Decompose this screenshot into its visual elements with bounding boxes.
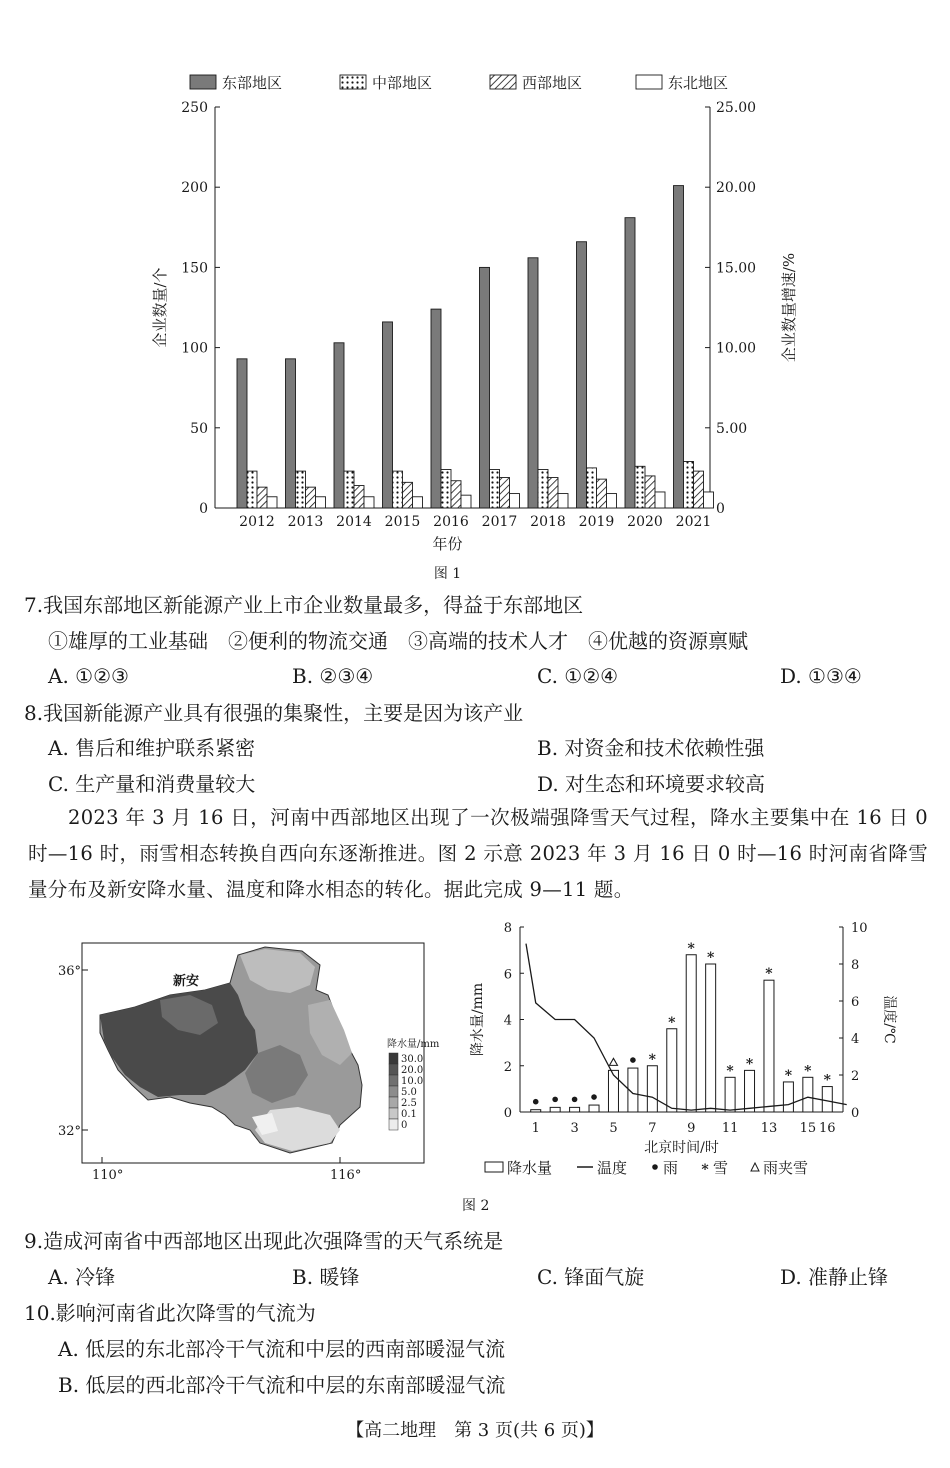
legend-label: 雨 — [663, 1159, 679, 1177]
bar-东北地区-2013 — [316, 497, 326, 508]
legend-label: 东部地区 — [222, 74, 283, 92]
rain-symbol — [552, 1097, 558, 1103]
snow-symbol: * — [765, 966, 773, 983]
precip-bar-3 — [570, 1107, 580, 1112]
legend-value: 0.1 — [401, 1109, 417, 1120]
legend-value: 0 — [401, 1120, 408, 1131]
rain-symbol — [591, 1094, 597, 1100]
bar-东北地区-2021 — [704, 492, 714, 508]
lon-label-116: 116° — [330, 1168, 362, 1183]
bar-中部地区-2017 — [490, 470, 500, 508]
y2-tick-label: 0 — [716, 501, 725, 517]
q7-option-c[interactable]: C. ①②④ — [537, 664, 619, 688]
xinan-precip-temp-chart — [460, 915, 920, 1190]
precip-bar-7 — [647, 1066, 657, 1112]
bar-西部地区-2020 — [645, 476, 655, 508]
y-tick-label: 0 — [503, 1106, 512, 1121]
legend-label: 东北地区 — [668, 74, 729, 92]
rain-symbol — [533, 1099, 539, 1105]
bar-西部地区-2014 — [354, 486, 364, 508]
legend-value: 10.0 — [401, 1076, 424, 1087]
legend-swatch — [389, 1064, 398, 1075]
bar-东北地区-2020 — [655, 492, 665, 508]
bar-中部地区-2019 — [587, 468, 597, 508]
precip-bar-9 — [686, 955, 696, 1112]
legend-swatch — [389, 1086, 398, 1097]
legend-label: 降水量 — [507, 1159, 553, 1177]
snow-symbol: * — [668, 1014, 676, 1031]
x-tick-label: 3 — [570, 1121, 579, 1136]
bar-东部地区-2013 — [286, 359, 296, 508]
bar-西部地区-2012 — [257, 487, 267, 508]
lat-label-36: 36° — [58, 964, 82, 979]
q9-option-d[interactable]: D. 准静止锋 — [780, 1265, 889, 1289]
precip-bar-16 — [822, 1087, 832, 1112]
x-tick-label: 13 — [760, 1121, 778, 1136]
x-tick-label: 2017 — [481, 514, 518, 530]
lat-label-32: 32° — [58, 1124, 82, 1139]
precip-bar-2 — [550, 1107, 560, 1112]
q8-stem: 8.我国新能源产业具有很强的集聚性，主要是因为该产业 — [24, 701, 524, 725]
y-axis-title: 降水量/mm — [470, 982, 486, 1057]
legend-swatch-bar — [485, 1162, 503, 1172]
snow-symbol: * — [784, 1067, 793, 1084]
x-tick-label: 2021 — [675, 514, 712, 530]
q10-stem: 10.影响河南省此次降雪的气流为 — [24, 1301, 316, 1325]
q8-option-b[interactable]: B. 对资金和技术依赖性强 — [537, 736, 765, 760]
snow-symbol: * — [745, 1056, 754, 1073]
bar-中部地区-2012 — [247, 471, 257, 508]
bar-东北地区-2014 — [364, 497, 374, 508]
bar-东部地区-2021 — [674, 186, 684, 508]
q8-option-d[interactable]: D. 对生态和环境要求较高 — [537, 772, 766, 796]
q10-option-b[interactable]: B. 低层的西北部冷干气流和中层的东南部暖湿气流 — [58, 1373, 506, 1397]
legend-value: 20.0 — [401, 1065, 424, 1076]
legend-swatch — [490, 75, 516, 89]
chart2-bars — [531, 955, 833, 1112]
q7-stem: 7.我国东部地区新能源产业上市企业数量最多，得益于东部地区 — [24, 593, 584, 617]
precip-bar-10 — [706, 964, 716, 1112]
sleet-symbol — [609, 1058, 617, 1065]
y-tick-label: 6 — [503, 967, 512, 983]
legend-label: 中部地区 — [372, 74, 433, 92]
y2-tick-label: 10 — [851, 921, 868, 936]
legend-swatch — [636, 75, 662, 89]
x-tick-label: 7 — [648, 1121, 657, 1136]
y-tick-label: 2 — [503, 1059, 512, 1075]
chart1-legend — [190, 74, 728, 92]
legend-swatch — [190, 75, 216, 89]
legend-value: 5.0 — [401, 1087, 417, 1098]
x-tick-label: 9 — [687, 1121, 696, 1136]
bar-东北地区-2017 — [510, 494, 520, 508]
bar-东部地区-2012 — [237, 359, 247, 508]
q7-option-d[interactable]: D. ①③④ — [780, 664, 862, 688]
y-tick-label: 100 — [181, 340, 208, 357]
q8-option-c[interactable]: C. 生产量和消费量较大 — [48, 772, 256, 796]
snow-symbol: * — [648, 1051, 657, 1068]
figure-1-caption: 图 1 — [433, 566, 462, 580]
bar-中部地区-2021 — [684, 461, 694, 508]
bar-西部地区-2017 — [500, 478, 510, 508]
y2-tick-label: 6 — [851, 995, 860, 1010]
legend-label: 西部地区 — [522, 74, 583, 92]
legend-swatch — [389, 1075, 398, 1086]
precip-bar-13 — [764, 980, 774, 1112]
bar-中部地区-2018 — [538, 470, 548, 508]
x-tick-label: 2018 — [530, 514, 566, 530]
y-tick-label: 0 — [199, 501, 208, 517]
chart2-axes — [469, 921, 898, 1156]
x-axis-title: 北京时间/时 — [644, 1140, 719, 1156]
rain-symbol — [630, 1057, 636, 1063]
place-label-xinan: 新安 — [173, 974, 200, 989]
snow-symbol: * — [687, 940, 695, 957]
y2-tick-label: 20.00 — [716, 180, 757, 197]
legend-swatch-tri — [751, 1163, 759, 1171]
legend-label: 温度 — [597, 1159, 628, 1177]
snow-symbol: * — [706, 950, 715, 966]
q7-option-b[interactable]: B. ②③④ — [292, 664, 374, 688]
y-axis-title: 企业数量/个 — [151, 267, 169, 348]
x-tick-label: 5 — [609, 1121, 618, 1136]
precip-bar-14 — [783, 1082, 793, 1112]
y-tick-label: 200 — [181, 180, 208, 197]
chart1-bars — [237, 186, 714, 508]
bar-东部地区-2018 — [528, 258, 538, 508]
q8-option-a[interactable]: A. 售后和维护联系紧密 — [48, 736, 256, 760]
y-tick-label: 150 — [181, 260, 208, 277]
rain-symbol — [572, 1097, 578, 1103]
x-axis-title: 年份 — [432, 535, 463, 553]
precip-bar-4 — [589, 1105, 599, 1112]
bar-东部地区-2015 — [383, 322, 393, 508]
bar-中部地区-2013 — [296, 471, 306, 508]
y2-tick-label: 25.00 — [716, 100, 757, 116]
legend-swatch — [340, 75, 366, 89]
page-footer: 【高二地理 第 3 页(共 6 页)】 — [346, 1420, 604, 1441]
y2-tick-label: 10.00 — [716, 340, 757, 357]
chart2-legend — [485, 1159, 808, 1178]
bar-东北地区-2015 — [413, 497, 423, 508]
legend-value: 2.5 — [401, 1098, 417, 1109]
snow-symbol: * — [726, 1063, 734, 1080]
y-tick-label: 8 — [503, 921, 512, 936]
bar-东北地区-2018 — [558, 494, 568, 508]
bar-西部地区-2015 — [403, 482, 413, 508]
legend-swatch — [389, 1119, 398, 1130]
q9-option-a[interactable]: A. 冷锋 — [48, 1265, 116, 1289]
x-tick-label: 2019 — [578, 514, 615, 530]
bar-东部地区-2020 — [625, 218, 635, 508]
y-tick-label: 50 — [190, 420, 208, 437]
bar-西部地区-2019 — [597, 479, 607, 508]
y2-tick-label: 4 — [851, 1032, 860, 1047]
y-tick-label: 4 — [503, 1013, 512, 1029]
y2-axis-title: 温度/℃ — [881, 995, 897, 1044]
q10-option-a[interactable]: A. 低层的东北部冷干气流和中层的西南部暖湿气流 — [58, 1337, 506, 1361]
q9-option-c[interactable]: C. 锋面气旋 — [537, 1265, 645, 1289]
precip-bar-5 — [608, 1070, 618, 1112]
bar-东北地区-2016 — [461, 495, 471, 508]
y2-tick-label: 8 — [851, 958, 860, 973]
lon-label-110: 110° — [92, 1168, 124, 1183]
precip-bar-15 — [803, 1077, 813, 1112]
bar-中部地区-2020 — [635, 466, 645, 508]
q9-option-b[interactable]: B. 暖锋 — [292, 1265, 360, 1289]
x-tick-label: 1 — [531, 1121, 540, 1136]
q9-stem: 9.造成河南省中西部地区出现此次强降雪的天气系统是 — [24, 1229, 504, 1253]
material-paragraph: 2023 年 3 月 16 日，河南中西部地区出现了一次极端强降雪天气过程，降水主要集中在 16 日 0 时—16 时，雨雪相态转换自西向东逐渐推进。图 2 示意 2023 年 3 月 16 日 0 时—16 时河南省降雪量分布及新安降水量、温度和降水相态的转化。据此完成 9—11 题。 — [28, 806, 928, 901]
bar-东部地区-2014 — [334, 343, 344, 508]
x-tick-label: 2014 — [336, 514, 372, 530]
x-tick-label: 2012 — [239, 514, 275, 530]
bar-西部地区-2018 — [548, 478, 558, 508]
q7-option-a[interactable]: A. ①②③ — [48, 664, 129, 688]
bar-东北地区-2012 — [267, 497, 277, 508]
x-tick-label: 2020 — [627, 514, 663, 530]
y2-axis-title: 企业数量增速/% — [780, 252, 798, 363]
bar-中部地区-2014 — [344, 471, 354, 508]
bar-东部地区-2016 — [431, 309, 441, 508]
map-legend-title: 降水量/mm — [387, 1039, 440, 1050]
figure-2-caption: 图 2 — [462, 1198, 490, 1214]
x-tick-label: 11 — [721, 1121, 739, 1136]
x-tick-label: 16 — [819, 1121, 836, 1136]
y2-tick-label: 0 — [851, 1106, 860, 1121]
x-tick-label: 2015 — [384, 514, 421, 530]
legend-label: 雨夹雪 — [763, 1159, 809, 1177]
y2-tick-label: 5.00 — [716, 420, 748, 437]
bar-中部地区-2016 — [441, 470, 451, 508]
precip-bar-1 — [531, 1110, 541, 1112]
precip-bar-11 — [725, 1077, 735, 1112]
bar-中部地区-2015 — [393, 471, 403, 508]
legend-swatch — [389, 1097, 398, 1108]
x-tick-label: 2016 — [433, 514, 469, 530]
legend-swatch-dot — [652, 1164, 658, 1170]
x-tick-label: 2013 — [287, 514, 324, 530]
y2-tick-label: 2 — [851, 1069, 860, 1084]
x-tick-label: 15 — [799, 1121, 817, 1136]
bar-东部地区-2017 — [480, 267, 490, 508]
q7-items: ①雄厚的工业基础 ②便利的物流交通 ③高端的技术人才 ④优越的资源禀赋 — [48, 629, 748, 653]
bar-西部地区-2013 — [306, 487, 316, 508]
legend-label: 雪 — [713, 1159, 729, 1177]
precip-bar-12 — [745, 1070, 755, 1112]
figure-1-bar-chart — [0, 60, 950, 580]
legend-swatch — [389, 1108, 398, 1119]
bar-东北地区-2019 — [607, 494, 617, 508]
legend-value: 30.0 — [401, 1054, 424, 1065]
bar-西部地区-2021 — [694, 471, 704, 508]
bar-东部地区-2019 — [577, 242, 587, 508]
y2-tick-label: 15.00 — [716, 260, 757, 277]
henan-snowfall-map — [40, 935, 440, 1185]
legend-swatch — [389, 1053, 398, 1064]
snow-symbol: * — [823, 1072, 831, 1089]
y-tick-label: 250 — [181, 100, 208, 116]
snow-symbol: * — [804, 1063, 812, 1080]
legend-swatch-star: * — [701, 1162, 709, 1178]
bar-西部地区-2016 — [451, 481, 461, 508]
precip-bar-8 — [667, 1029, 677, 1112]
